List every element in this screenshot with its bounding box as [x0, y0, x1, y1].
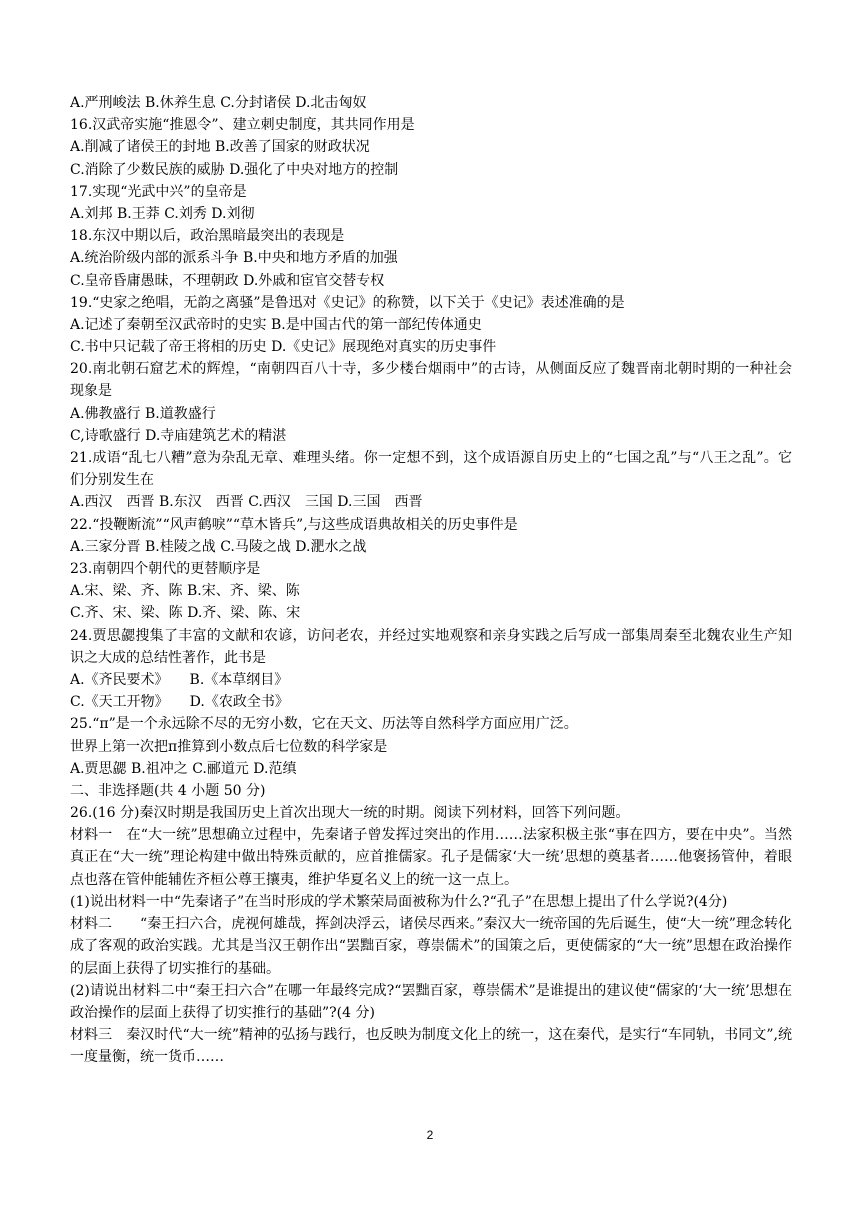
option-line: A.三家分晋 B.桂陵之战 C.马陵之战 D.淝水之战 — [70, 538, 367, 555]
option-line: C.消除了少数民族的威胁 D.强化了中央对地方的控制 — [70, 161, 399, 178]
option-line: A.严刑峻法 B.休养生息 C.分封诸侯 D.北击匈奴 — [70, 95, 367, 111]
option-line: A.西汉 西晋 B.东汉 西晋 C.西汉 三国 D.三国 西晋 — [70, 494, 423, 511]
option-line: C,诗歌盛行 D.寺庙建筑艺术的精湛 — [70, 427, 287, 444]
question-24: 24.贾思勰搜集了丰富的文献和农谚，访问老农，并经过实地观察和亲身实践之后写成一部集周秦至北魏农业生产知识之大成的总结性著作，此书是 — [70, 627, 792, 666]
option-line: C.皇帝昏庸愚昧，不理朝政 D.外戚和宦官交替专权 — [70, 272, 385, 289]
option-line: C.《天工开物》 D.《农政全书》 — [70, 694, 289, 711]
question-20: 20.南北朝石窟艺术的辉煌，“南朝四百八十寺，多少楼台烟雨中”的古诗，从侧面反应了魏晋南北朝时期的一种社会现象是 — [70, 361, 792, 400]
option-line: A.记述了秦朝至汉武帝时的史实 B.是中国古代的第一部纪传体通史 — [70, 316, 482, 333]
page-number: 2 — [426, 1128, 434, 1142]
option-line: A.宋、梁、齐、陈 B.宋、齐、梁、陈 — [70, 583, 300, 600]
section-heading: 二、非选择题(共 4 小题 50 分) — [70, 782, 266, 799]
option-line: A.削减了诸侯王的封地 B.改善了国家的财政状况 — [70, 139, 370, 156]
option-line: C.齐、宋、梁、陈 D.齐、梁、陈、宋 — [70, 605, 301, 622]
option-line: C.书中只记载了帝王将相的历史 D.《史记》展现绝对真实的历史事件 — [70, 339, 497, 356]
option-line: A.贾思勰 B.祖冲之 C.郦道元 D.范缜 — [70, 760, 297, 777]
material-1: 材料一 在“大一统”思想确立过程中，先秦诸子曾发挥过突出的作用……法家积极主张“事在四方，要在中央”。当然真正在“大一统”理论构建中做出特殊贡献的，应首推儒家。孔子是儒家‘大一统’思想的奠基者……他褒扬管仲，着眼点也落在管仲能辅佐齐桓公尊王攘夷，维护华夏名义上的统一这一点上。 — [70, 827, 792, 888]
question-25-continued: 世界上第一次把π推算到小数点后七位数的科学家是 — [70, 738, 388, 755]
question-21: 21.成语“乱七八糟”意为杂乱无章、难理头绪。你一定想不到，这个成语源自历史上的“七国之乱”与“八王之乱”。它们分别发生在 — [70, 450, 792, 489]
option-line: A.《齐民要术》 B.《本草纲目》 — [70, 671, 289, 688]
question-25: 25.“π”是一个永远除不尽的无穷小数，它在天文、历法等自然科学方面应用广泛。 — [70, 716, 578, 733]
question-23: 23.南朝四个朝代的更替顺序是 — [70, 561, 261, 577]
sub-question-2: (2)请说出材料二中“秦王扫六合”在哪一年最终完成?“罢黜百家，尊崇儒术”是谁提出的建议使“儒家的‘大一统’思想在政治操作的层面上获得了切实推行的基础”?(4 分) — [70, 982, 792, 1021]
question-19: 19.“史家之绝唱，无韵之离骚”是鲁迅对《史记》的称赞，以下关于《史记》表述准确的是 — [70, 294, 625, 311]
question-17: 17.实现“光武中兴”的皇帝是 — [70, 183, 247, 200]
option-line: A.统治阶级内部的派系斗争 B.中央和地方矛盾的加强 — [70, 250, 398, 267]
option-line: A.佛教盛行 B.道教盛行 — [70, 405, 216, 422]
exam-page — [70, 92, 792, 1069]
question-18: 18.东汉中期以后，政治黑暗最突出的表现是 — [70, 228, 345, 245]
question-16: 16.汉武帝实施“推恩令”、建立刺史制度，其共同作用是 — [70, 117, 415, 134]
sub-question-1: (1)说出材料一中“先秦诸子”在当时形成的学术繁荣局面被称为什么?“孔子”在思想上提出了什么学说?(4分) — [70, 893, 728, 910]
question-26: 26.(16 分)秦汉时期是我国历史上首次出现大一统的时期。阅读下列材料，回答下列问题。 — [70, 805, 630, 822]
option-line: A.刘邦 B.王莽 C.刘秀 D.刘彻 — [70, 205, 255, 222]
material-3: 材料三 秦汉时代“大一统”精神的弘扬与践行，也反映为制度文化上的统一，这在秦代，是实行“车同轨，书同文”,统一度量衡，统一货币…… — [70, 1027, 792, 1066]
material-2: 材料二 “秦王扫六合，虎视何雄哉，挥剑决浮云，诸侯尽西来。”秦汉大一统帝国的先后诞生，使“大一统”理念转化成了客观的政治实践。尤其是当汉王朝作出“罢黜百家，尊崇儒术”的国策之后，更使儒家的“大一统”思想在政治操作的层面上获得了切实推行的基础。 — [70, 916, 792, 977]
question-22: 22.“投鞭断流”“风声鹤唳”“草木皆兵”,与这些成语典故相关的历史事件是 — [70, 516, 518, 533]
